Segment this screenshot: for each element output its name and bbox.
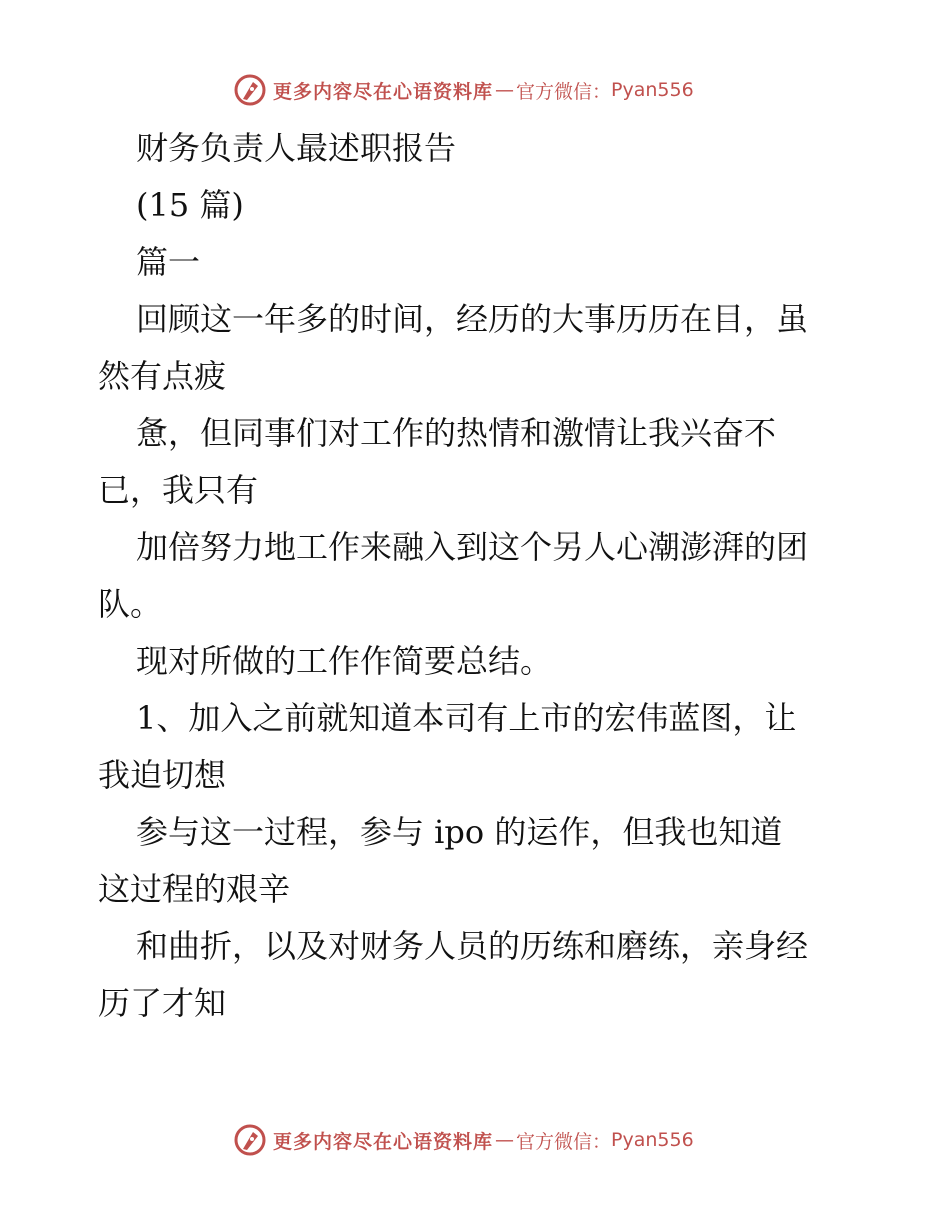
paragraph-line: 惫，但同事们对工作的热情和激情让我兴奋不: [136, 414, 777, 452]
paragraph-line: 已，我只有: [98, 471, 259, 509]
paragraph-line: 我迫切想: [98, 756, 227, 794]
paragraph-line: 1、加入之前就知道本司有上市的宏伟蓝图，让: [136, 699, 797, 737]
banner-dash: —: [495, 79, 515, 101]
banner-official-text: 官方微信：: [516, 1130, 612, 1153]
paragraph-line: 回顾这一年多的时间，经历的大事历历在目，虽: [136, 300, 809, 338]
document-body: [98, 120, 858, 1032]
header-banner: [233, 70, 713, 110]
paragraph-line: 现对所做的工作作简要总结。: [136, 642, 553, 680]
pen-nib-logo-icon: [233, 73, 267, 107]
paragraph-line: 然有点疲: [98, 357, 227, 395]
banner-official-text: 官方微信：: [516, 80, 612, 103]
paragraph-line: 队。: [98, 585, 163, 623]
paragraph-line: 和曲折，以及对财务人员的历练和磨练，亲身经: [136, 927, 809, 965]
paragraph-line: 加倍努力地工作来融入到这个另人心潮澎湃的团: [136, 528, 809, 566]
banner-main-text: 更多内容尽在心语资料库: [273, 80, 494, 103]
paragraph-line: 历了才知: [98, 984, 227, 1022]
footer-banner: [233, 1120, 713, 1160]
document-title: 财务负责人最述职报告: [136, 129, 457, 167]
pen-nib-logo-icon: [233, 1123, 267, 1157]
banner-wechat-id: Pyan556: [611, 1129, 694, 1151]
paragraph-line: 这过程的艰辛: [98, 870, 291, 908]
section-heading: 篇一: [136, 243, 201, 281]
banner-dash: —: [495, 1129, 515, 1151]
document-subtitle: (15 篇): [136, 186, 244, 224]
banner-wechat-id: Pyan556: [611, 79, 694, 101]
paragraph-line: 参与这一过程，参与 ipo 的运作，但我也知道: [136, 813, 783, 851]
banner-main-text: 更多内容尽在心语资料库: [273, 1130, 494, 1153]
